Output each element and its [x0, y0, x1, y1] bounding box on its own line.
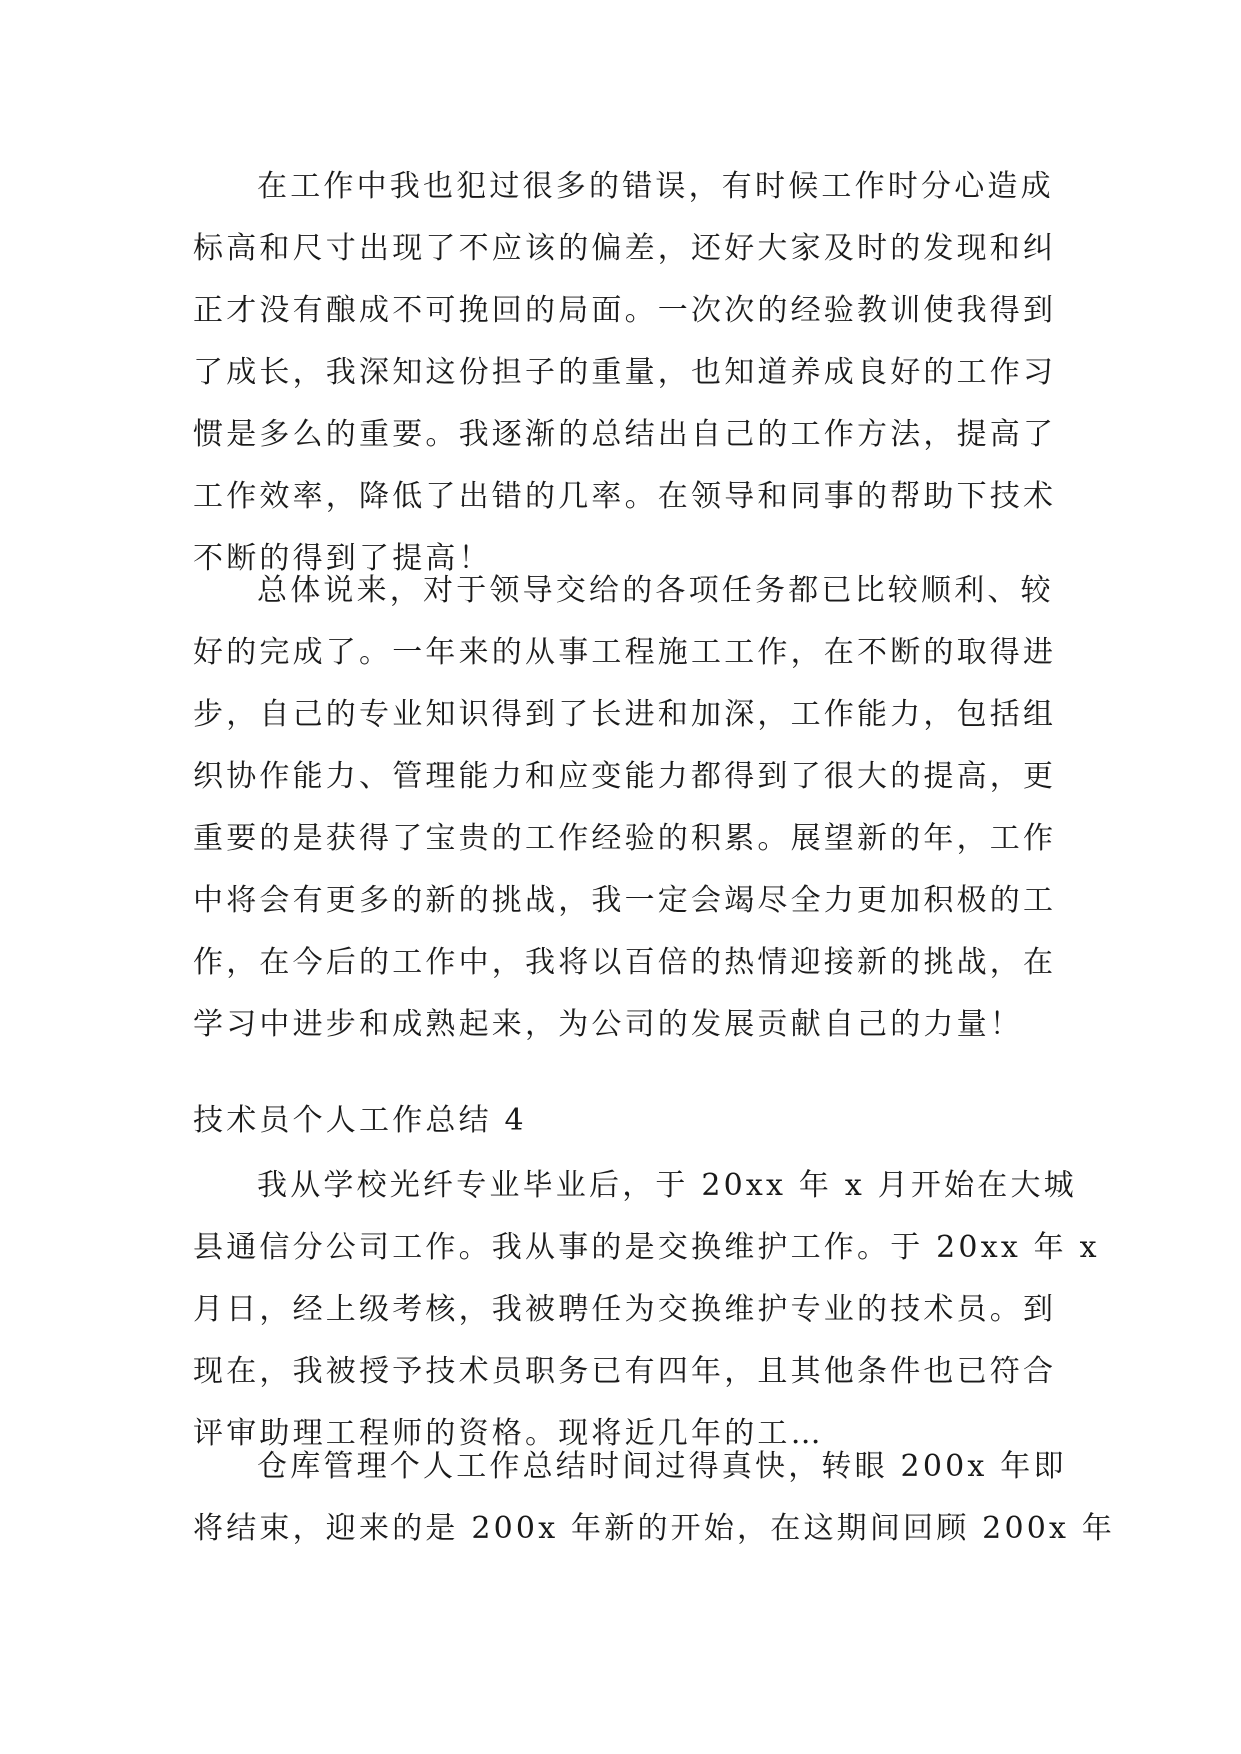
text-line: 惯是多么的重要。我逐渐的总结出自己的工作方法，提高了 [193, 417, 1057, 452]
text-line: 在工作中我也犯过很多的错误，有时候工作时分心造成 [257, 169, 1054, 204]
paragraph-errors-growth [193, 156, 1057, 590]
text-line: 现在，我被授予技术员职务已有四年，且其他条件也已符合 [193, 1354, 1057, 1389]
text-line: 我从学校光纤专业毕业后，于 20xx 年 x 月开始在大城 [257, 1168, 1077, 1203]
text-line: 月日，经上级考核，我被聘任为交换维护专业的技术员。到 [193, 1292, 1057, 1327]
text-line: 重要的是获得了宝贵的工作经验的积累。展望新的年，工作 [193, 821, 1057, 856]
text-line: 步，自己的专业知识得到了长进和加深，工作能力，包括组 [193, 697, 1057, 732]
text-line: 县通信分公司工作。我从事的是交换维护工作。于 20xx 年 x [193, 1230, 1100, 1265]
text-line: 了成长，我深知这份担子的重量，也知道养成良好的工作习 [193, 355, 1057, 390]
text-line: 仓库管理个人工作总结时间过得真快，转眼 200x 年即 [257, 1449, 1067, 1484]
text-line: 织协作能力、管理能力和应变能力都得到了很大的提高，更 [193, 759, 1057, 794]
text-line: 评审助理工程师的资格。现将近几年的工… [193, 1416, 824, 1451]
section-heading [193, 1090, 1053, 1152]
text-line: 作，在今后的工作中，我将以百倍的热情迎接新的挑战，在 [193, 945, 1057, 980]
text-line: 总体说来，对于领导交给的各项任务都已比较顺利、较 [257, 573, 1054, 608]
text-line: 不断的得到了提高！ [193, 541, 492, 576]
text-line: 好的完成了。一年来的从事工程施工工作，在不断的取得进 [193, 635, 1057, 670]
text-line: 中将会有更多的新的挑战，我一定会竭尽全力更加积极的工 [193, 883, 1057, 918]
text-line: 学习中进步和成熟起来，为公司的发展贡献自己的力量！ [193, 1007, 1023, 1042]
paragraph-warehouse-summary [193, 1436, 1116, 1560]
paragraph-overall-summary [193, 560, 1057, 1056]
paragraph-technician-intro [193, 1155, 1100, 1465]
section-heading-text: 技术员个人工作总结 4 [193, 1103, 527, 1138]
text-line: 正才没有酿成不可挽回的局面。一次次的经验教训使我得到 [193, 293, 1057, 328]
text-line: 将结束，迎来的是 200x 年新的开始，在这期间回顾 200x 年 [193, 1511, 1116, 1546]
text-line: 工作效率，降低了出错的几率。在领导和同事的帮助下技术 [193, 479, 1057, 514]
text-line: 标高和尺寸出现了不应该的偏差，还好大家及时的发现和纠 [193, 231, 1057, 266]
